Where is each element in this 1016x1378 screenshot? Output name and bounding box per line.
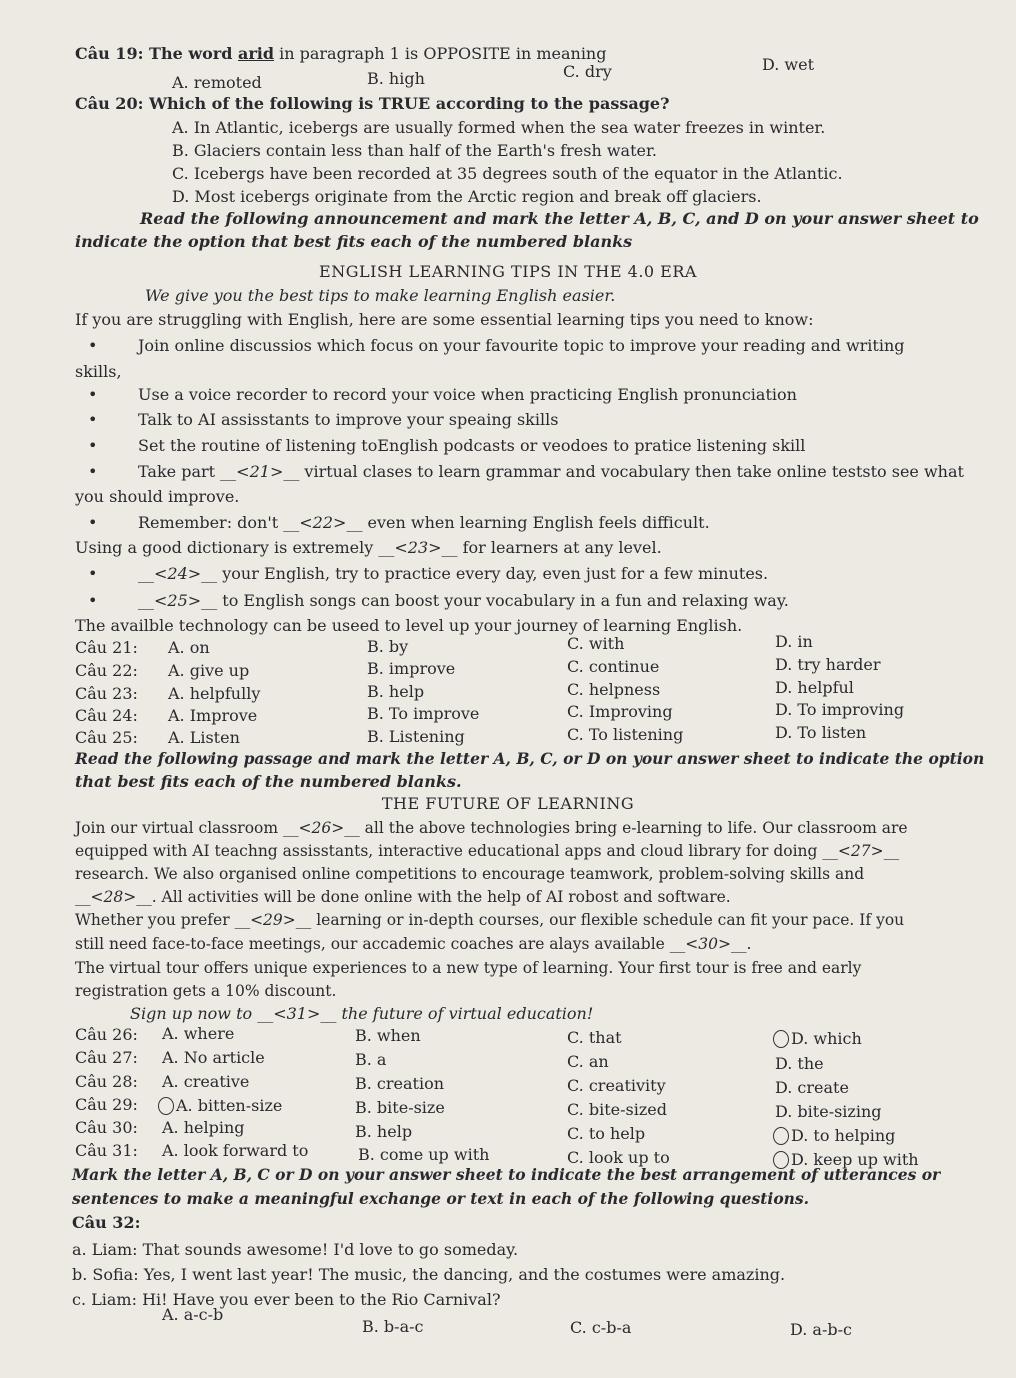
q30-option-a: A. helping [162, 1118, 245, 1137]
blank-23: __<23>__ [378, 538, 458, 557]
passage-line-2: equipped with AI teachng assisstants, interactive educational apps and cloud library for doing __<27>__ [75, 842, 900, 860]
passage-line-8: registration gets a 10% discount. [75, 982, 337, 1000]
q20-stem: Câu 20: Which of the following is TRUE according to the passage? [75, 94, 670, 113]
q24-option-b: B. To improve [367, 704, 480, 723]
tip-4: • Set the routine of listening toEnglish podcasts or veodoes to pratice listening skill [138, 436, 805, 456]
q29-option-c: C. bite-sized [567, 1100, 667, 1119]
q26-label: Câu 26: [75, 1025, 138, 1044]
q32-option-d: D. a-b-c [790, 1320, 852, 1339]
answer-circle-mark [158, 1097, 174, 1115]
q21-option-a: A. on [168, 638, 210, 657]
announcement-subtitle: We give you the best tips to make learning English easier. [145, 286, 616, 305]
q19-option-d: D. wet [762, 55, 815, 74]
q23-option-c: C. helpness [567, 680, 661, 699]
q29-option-a: A. bitten-size [158, 1096, 282, 1116]
q30-option-c: C. to help [567, 1124, 646, 1143]
q32-label: Câu 32: [72, 1213, 141, 1232]
q26-option-b: B. when [355, 1026, 421, 1045]
blank-29: __<29>__ [234, 911, 312, 929]
instruction-3-line-1: Mark the letter A, B, C or D on your answer sheet to indicate the best arrangement of utterances or [72, 1165, 941, 1184]
q31-label: Câu 31: [75, 1141, 138, 1160]
q28-option-d: D. create [775, 1078, 849, 1097]
q32-line-c: c. Liam: Hi! Have you ever been to the Rio Carnival? [72, 1290, 501, 1309]
q31-option-c: C. look up to [567, 1148, 670, 1167]
q31-option-a: A. look forward to [162, 1141, 309, 1160]
q24-option-d: D. To improving [775, 700, 905, 719]
q19-option-a: A. remoted [172, 73, 262, 92]
q25-option-d: D. To listen [775, 723, 867, 742]
q21-option-d: D. in [775, 632, 813, 651]
passage-line-9: Sign up now to __<31>__ the future of virtual education! [130, 1004, 594, 1023]
q27-option-d: D. the [775, 1054, 824, 1073]
q22-option-b: B. improve [367, 659, 456, 678]
q32-option-c: C. c-b-a [570, 1318, 632, 1337]
passage-title: THE FUTURE OF LEARNING [381, 794, 635, 813]
q27-label: Câu 27: [75, 1048, 138, 1067]
q30-label: Câu 30: [75, 1118, 138, 1137]
q32-line-a: a. Liam: That sounds awesome! I'd love to go someday. [72, 1240, 519, 1259]
q21-label: Câu 21: [75, 638, 138, 657]
announcement-title: ENGLISH LEARNING TIPS IN THE 4.0 ERA [319, 262, 697, 281]
q23-option-a: A. helpfully [168, 684, 261, 703]
q24-option-c: C. Improving [567, 702, 673, 721]
passage-line-7: The virtual tour offers unique experiences to a new type of learning. Your first tour is free and early [75, 959, 862, 977]
tip-7: • __<24>__ your English, try to practice every day, even just for a few minutes. [138, 564, 768, 584]
q20-option-a: A. In Atlantic, icebergs are usually formed when the sea water freezes in winter. [172, 118, 826, 137]
q19-stem: Câu 19: The word arid in paragraph 1 is OPPOSITE in meaning [75, 44, 607, 63]
blank-27: __<27>__ [822, 842, 900, 860]
blank-21: __<21>__ [220, 462, 300, 481]
tip-1-continued: skills, [75, 362, 122, 381]
q20-option-d: D. Most icebergs originate from the Arctic region and break off glaciers. [172, 187, 762, 206]
q27-option-c: C. an [567, 1052, 609, 1071]
tip-5-continued: you should improve. [75, 487, 240, 506]
q27-option-b: B. a [355, 1050, 387, 1069]
blank-25: __<25>__ [138, 591, 218, 610]
q25-option-c: C. To listening [567, 725, 684, 744]
instruction-1-line-2: indicate the option that best fits each of the numbered blanks [75, 232, 633, 251]
q28-option-c: C. creativity [567, 1076, 666, 1095]
q29-option-d: D. bite-sizing [775, 1102, 882, 1121]
instruction-2-line-1: Read the following passage and mark the letter A, B, C, or D on your answer sheet to indicate the option [75, 749, 985, 768]
q24-label: Câu 24: [75, 706, 138, 725]
tip-3: • Talk to AI assisstants to improve your speaing skills [138, 410, 558, 430]
q23-label: Câu 23: [75, 684, 138, 703]
passage-line-3: research. We also organised online competitions to encourage teamwork, problem-solving skills and [75, 865, 865, 883]
q32-option-a: A. a-c-b [162, 1305, 224, 1324]
tip-2: • Use a voice recorder to record your voice when practicing English pronunciation [138, 385, 797, 405]
q21-option-b: B. by [367, 637, 409, 656]
q25-label: Câu 25: [75, 728, 138, 747]
q20-option-b: B. Glaciers contain less than half of the Earth's fresh water. [172, 141, 657, 160]
instruction-1-line-1: Read the following announcement and mark the letter A, B, C, and D on your answer sheet to [140, 209, 979, 228]
q19-option-c: C. dry [563, 62, 612, 81]
q23-option-d: D. helpful [775, 678, 854, 697]
passage-line-5: Whether you prefer __<29>__ learning or in-depth courses, our flexible schedule can fit your pace. If you [75, 911, 905, 929]
q28-option-b: B. creation [355, 1074, 445, 1093]
q26-option-c: C. that [567, 1028, 622, 1047]
announcement-closing: The availble technology can be useed to level up your journey of learning English. [75, 616, 743, 635]
q25-option-a: A. Listen [168, 728, 240, 747]
instruction-3-line-2: sentences to make a meaningful exchange or text in each of the following questions. [72, 1189, 810, 1208]
q30-option-b: B. help [355, 1122, 413, 1141]
q30-option-d: D. to helping [773, 1126, 895, 1146]
answer-circle-mark [773, 1030, 789, 1048]
blank-26: __<26>__ [283, 819, 360, 837]
q24-option-a: A. Improve [168, 706, 258, 725]
tip-8: • __<25>__ to English songs can boost your vocabulary in a fun and relaxing way. [138, 591, 789, 611]
blank-24: __<24>__ [138, 564, 218, 583]
instruction-2-line-2: that best fits each of the numbered blanks. [75, 772, 462, 791]
q31-option-b: B. come up with [358, 1145, 490, 1164]
q22-option-a: A. give up [168, 661, 250, 680]
q27-option-a: A. No article [162, 1048, 265, 1067]
passage-line-4: __<28>__. All activities will be done online with the help of AI robost and software. [75, 888, 731, 906]
q21-option-c: C. with [567, 634, 625, 653]
tip-1: • Join online discussios which focus on your favourite topic to improve your reading and writing [138, 336, 905, 356]
q22-option-c: C. continue [567, 657, 660, 676]
tip-5: • Take part __<21>__ virtual clases to learn grammar and vocabulary then take online teststo see what [138, 462, 964, 482]
passage-line-1: Join our virtual classroom __<26>__ all the above technologies bring e-learning to life. Our classroom are [75, 819, 908, 837]
q28-option-a: A. creative [162, 1072, 250, 1091]
q22-label: Câu 22: [75, 661, 138, 680]
blank-30: __<30>__ [669, 935, 747, 953]
announcement-intro: If you are struggling with English, here are some essential learning tips you need to know: [75, 310, 814, 329]
blank-31: __<31>__ [257, 1004, 337, 1023]
blank-28: __<28>__ [75, 888, 152, 906]
q26-option-d: D. which [773, 1029, 862, 1049]
q32-option-b: B. b-a-c [362, 1317, 424, 1336]
q25-option-b: B. Listening [367, 727, 465, 746]
q31-option-d: D. keep up with [773, 1150, 919, 1170]
tip-6: • Remember: don't __<22>__ even when learning English feels difficult. [138, 513, 710, 533]
q23-option-b: B. help [367, 682, 425, 701]
q28-label: Câu 28: [75, 1072, 138, 1091]
q26-option-a: A. where [162, 1024, 235, 1043]
q22-option-d: D. try harder [775, 655, 881, 674]
passage-line-6: still need face-to-face meetings, our accademic coaches are alays available __<30>__. [75, 935, 752, 953]
blank-22: __<22>__ [283, 513, 363, 532]
answer-circle-mark [773, 1127, 789, 1145]
q29-label: Câu 29: [75, 1095, 138, 1114]
q29-option-b: B. bite-size [355, 1098, 445, 1117]
q20-option-c: C. Icebergs have been recorded at 35 degrees south of the equator in the Atlantic. [172, 164, 843, 183]
q19-option-b: B. high [367, 69, 425, 88]
dictionary-line: Using a good dictionary is extremely __<23>__ for learners at any level. [75, 538, 662, 557]
q32-line-b: b. Sofia: Yes, I went last year! The music, the dancing, and the costumes were amazing. [72, 1265, 786, 1284]
